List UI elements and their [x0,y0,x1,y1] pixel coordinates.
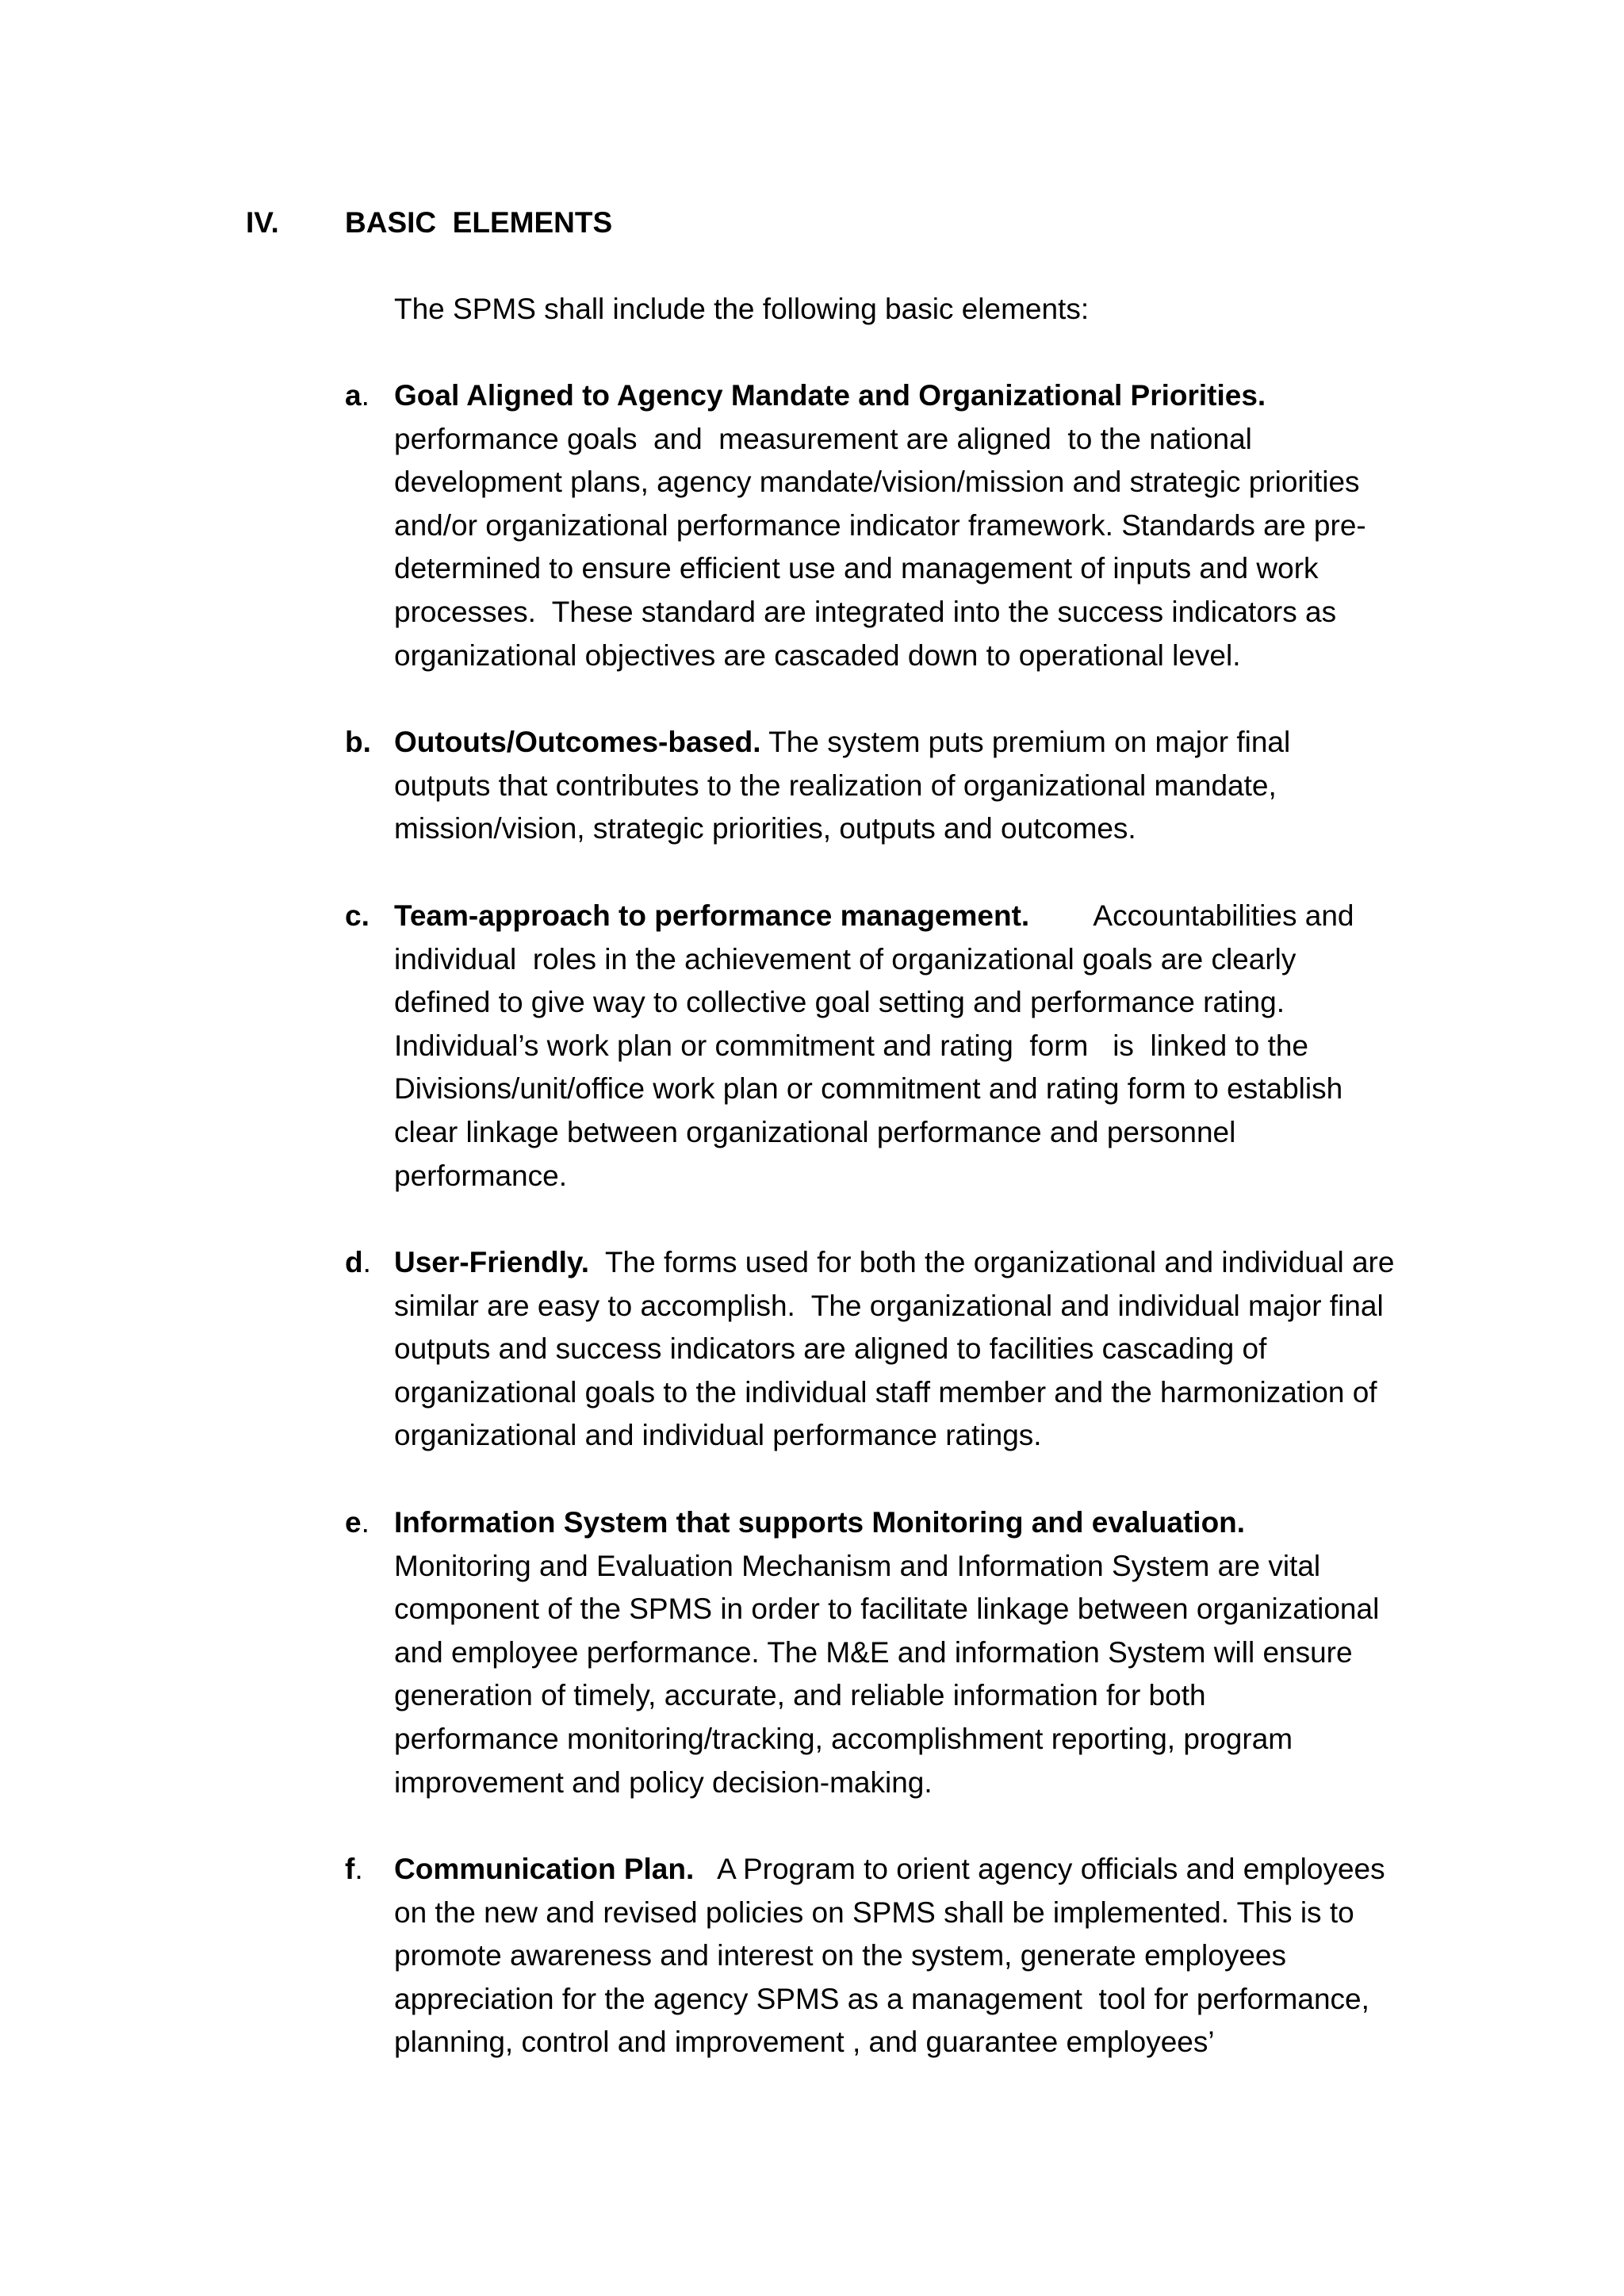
list-item-e [345,1501,1471,1804]
item-text-line: determined to ensure efficient use and management of inputs and work [394,552,1319,585]
item-text-line: and employee performance. The M&E and information System will ensure [394,1635,1353,1669]
item-letter: b. [345,726,371,758]
item-text-line: similar are easy to accomplish. The organizational and individual major final [394,1289,1384,1322]
item-text-line: processes. These standard are integrated into the success indicators as [394,595,1337,628]
item-letter: f. [345,1853,363,1885]
item-heading: Information System that supports Monitoring and evaluation. [394,1506,1246,1539]
item-heading: Team-approach to performance management. [394,899,1030,932]
item-letter: e. [345,1506,370,1539]
item-letter: a. [345,379,370,412]
item-text-line: component of the SPMS in order to facilitate linkage between organizational [394,1593,1380,1626]
item-heading: User-Friendly. [394,1246,590,1278]
section-number: IV. [246,206,279,239]
item-text-line: outputs and success indicators are aligned to facilities cascading of [394,1332,1267,1366]
item-text-line: defined to give way to collective goal setting and performance rating. [394,986,1285,1019]
item-heading: Goal Aligned to Agency Mandate and Organizational Priorities. [394,379,1266,412]
list-item-a [345,374,1471,677]
item-text-line: performance. [394,1159,567,1192]
item-text-line: planning, control and improvement , and guarantee employees’ [394,2026,1215,2059]
list-item-f: f. Communication Plan. A Program to orient agency officials and employees on the new and revised policies on SPMS shall be implemented. This is to promote awareness and interest on the system, generate employees appreciation for the agency SPMS as a management tool for performance, planning, control and improvement , and guarantee employees’ [345,1848,1471,2064]
list-item-c: c. Team-approach to performance management. Accountabilities and individual roles in the achievement of organizational goals are clearly defined to give way to collective goal setting and performance rating. Individual’s work plan or commitment and rating form is linked to the Divisions/unit/office work plan or commitment and rating form to establish clear linkage between organizational performance and personnel performance. [345,895,1471,1198]
item-text-line: clear linkage between organizational performance and personnel [394,1115,1236,1148]
item-text-line: promote awareness and interest on the system, generate employees [394,1939,1287,1972]
item-letter: d. [345,1246,371,1278]
item-text-line: generation of timely, accurate, and reliable information for both [394,1679,1206,1712]
section-heading [246,201,612,244]
item-text-line: organizational objectives are cascaded down to operational level. [394,638,1241,672]
item-text-line: organizational and individual performance ratings. [394,1419,1042,1452]
section-title: BASIC ELEMENTS [345,206,613,239]
item-text-line: performance goals and measurement are aligned to the national [394,422,1252,455]
list-item-d: d. User-Friendly. The forms used for both the organizational and individual are similar are easy to accomplish. The organizational and individual major final outputs and success indicators are aligned to facilities cascading of organizational goals to the individual staff member and the harmonization of organizational and individual performance ratings. [345,1241,1471,1458]
item-text-line: on the new and revised policies on SPMS shall be implemented. This is to [394,1895,1354,1929]
item-letter: c. [345,899,370,932]
item-text-line: organizational goals to the individual staff member and the harmonization of [394,1375,1377,1409]
item-text-line: Monitoring and Evaluation Mechanism and Information System are vital [394,1549,1321,1582]
item-text-line: and/or organizational performance indicator framework. Standards are pre- [394,508,1366,542]
intro-text: The SPMS shall include the following basic elements: [394,293,1090,325]
item-text-line: development plans, agency mandate/vision/mission and strategic priorities [394,466,1360,499]
item-text-line: individual roles in the achievement of organizational goals are clearly [394,942,1297,976]
item-text-line: mission/vision, strategic priorities, outputs and outcomes. [394,812,1136,845]
item-heading: Communication Plan. [394,1853,695,1885]
list-item-b: b. Outouts/Outcomes-based. The system puts premium on major final outputs that contributes to the realization of organizational mandate, mission/vision, strategic priorities, outputs and outcomes. [345,721,1471,851]
item-heading: Outouts/Outcomes-based. [394,726,761,758]
item-text-line: appreciation for the agency SPMS as a management tool for performance, [394,1982,1369,2015]
item-text-line: performance monitoring/tracking, accomplishment reporting, program [394,1722,1293,1755]
item-text-line: improvement and policy decision-making. [394,1765,933,1799]
item-text-line: outputs that contributes to the realization of organizational mandate, [394,769,1277,802]
item-text-line: Individual’s work plan or commitment and rating form is linked to the [394,1029,1308,1062]
item-text-line: Divisions/unit/office work plan or commitment and rating form to establish [394,1072,1343,1106]
